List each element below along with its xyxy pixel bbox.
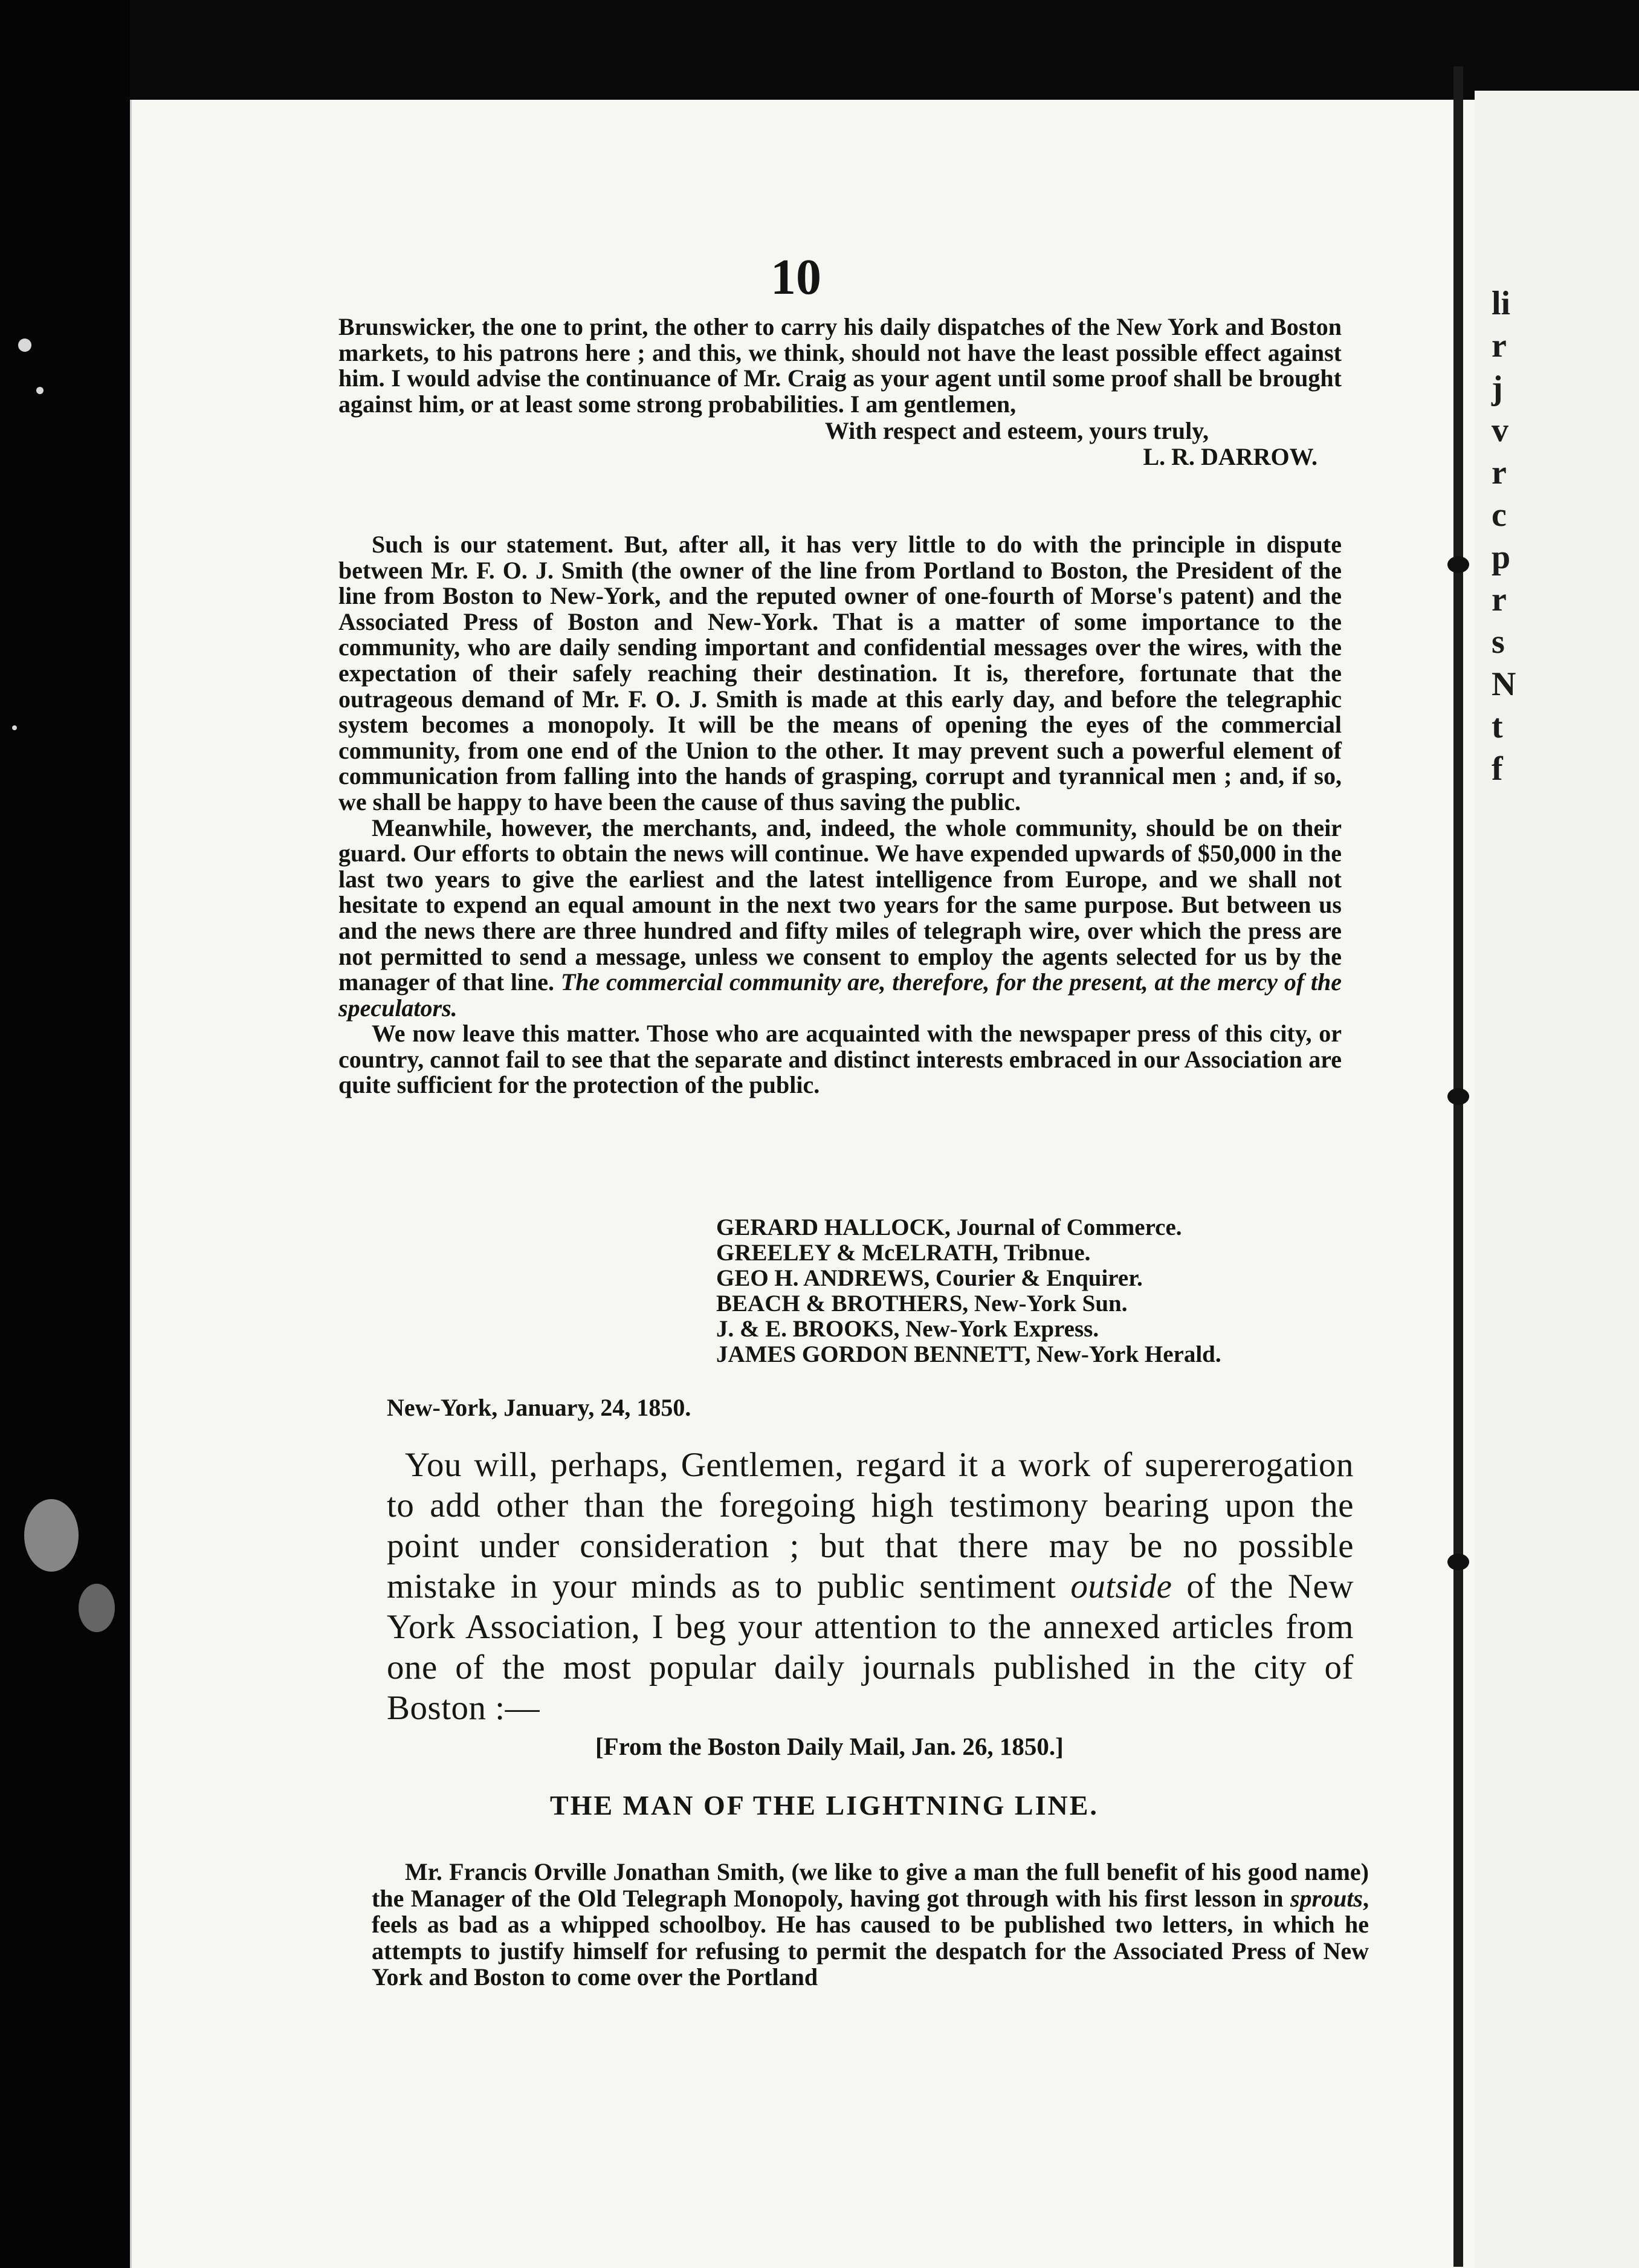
- next-page-fragment: li: [1492, 285, 1511, 322]
- scan-speck: [18, 339, 31, 352]
- signer: GEO H. ANDREWS, Courier & Enquirer.: [716, 1265, 1143, 1291]
- scan-speck: [12, 725, 17, 730]
- next-page-fragment: r: [1492, 327, 1507, 364]
- signer: J. & E. BROOKS, New-York Express.: [716, 1316, 1099, 1342]
- letter-closing: With respect and esteem, yours truly,: [824, 417, 1209, 445]
- article-headline: THE MAN OF THE LIGHTNING LINE.: [550, 1790, 1099, 1821]
- scan-speck: [79, 1584, 115, 1632]
- date-line: New-York, January, 24, 1850.: [387, 1394, 691, 1421]
- appeal-text: [387, 1445, 1354, 1728]
- signer: JAMES GORDON BENNETT, New-York Herald.: [716, 1341, 1221, 1367]
- appeal-paragraph: [387, 1445, 1354, 1728]
- statement-paragraph-2-text: Meanwhile, however, the merchants, and, indeed, the whole community, should be on their guard. Our efforts to obtain the news will continue. We have expended upwards of $50,000 in the last two years to give the earliest and the latest intelligence from Europe, and we shall not hesitate to expend an equal amount in the next two years for the same purpose. But between us and the news there are three hundred and fifty miles of telegraph wire, over which the press are not permitted to send a message, unless we consent to employ the agents selected for us by the manager of that line.: [338, 814, 1342, 996]
- statement-paragraph-3: We now leave this matter. Those who are acquainted with the newspaper press of this city, or country, cannot fail to see that the separate and distinct interests embraced in our Association are quite sufficient for the protection of the public.: [338, 1020, 1342, 1099]
- next-page-fragment: v: [1492, 412, 1508, 449]
- next-page-fragment: N: [1492, 666, 1516, 703]
- binding-stitch: [1447, 1554, 1469, 1570]
- next-page-fragment: j: [1492, 369, 1503, 407]
- statement-body: [338, 532, 1342, 1098]
- article-text-start: Mr. Francis Orville Jonathan Smith, (we like to give a man the full benefit of his good name) the Manager of the Old Telegraph Monopoly, having got through with his first lesson in: [372, 1858, 1369, 1912]
- signers-list: [716, 1215, 1221, 1367]
- next-page-fragment: t: [1492, 708, 1503, 745]
- page-number: 10: [771, 249, 821, 305]
- signer: BEACH & BROTHERS, New-York Sun.: [716, 1291, 1128, 1317]
- next-page-fragment: r: [1492, 581, 1507, 618]
- next-page-fragment: s: [1492, 623, 1505, 661]
- article-paragraph: [372, 1859, 1369, 1991]
- statement-paragraph-1: Such is our statement. But, after all, it has very little to do with the principle in dispute between Mr. F. O. J. Smith (the owner of the line from Portland to Boston, the President of the line from Boston to New-York, and the reputed owner of one-fourth of Morse's patent) and the Associated Press of Boston and New-York. That is a matter of some importance to the community, who are daily sending important and confidential messages over the wires, with the expectation of their safely reaching their destination. It is, therefore, fortunate that the outrageous demand of Mr. F. O. J. Smith is made at this early day, and before the telegraphic system becomes a monopoly. It will be the means of opening the eyes of the commercial community, from one end of the Union to the other. It may prevent such a powerful element of communication from falling into the hands of grasping, corrupt and tyrannical men ; and, if so, we shall be happy to have been the cause of thus saving the public.: [338, 531, 1342, 815]
- scan-speck: [24, 1499, 79, 1572]
- signer: GREELEY & McELRATH, Tribnue.: [716, 1240, 1091, 1266]
- article-text-end: , feels as bad as a whipped schoolboy. He has caused to be published two letters, in which he attempts to justify himself for refusing to permit the despatch for the Associated Press of New York and Boston to come over the Portland: [372, 1884, 1369, 1991]
- letter-text: Brunswicker, the one to print, the other to carry his daily dispatches of the New York and Boston markets, to his patrons here ; and this, we think, should not have the least possible effect against him. I would advise the continuance of Mr. Craig as your agent until some proof shall be brought against him, or at least some strong probabilities. I am gentlemen,: [338, 313, 1342, 418]
- next-page-fragment: c: [1492, 496, 1507, 534]
- appeal-text-end: of the New York Association, I beg your attention to the annexed articles from one of the most popular daily journals published in the city of Boston :—: [387, 1567, 1354, 1727]
- source-line: [From the Boston Daily Mail, Jan. 26, 1850.]: [595, 1732, 1064, 1760]
- article-body: [372, 1859, 1369, 1991]
- letter-signature: L. R. DARROW.: [1143, 442, 1317, 470]
- next-page-fragment: r: [1492, 454, 1507, 491]
- next-page-fragment: p: [1492, 539, 1511, 576]
- scan-speck: [36, 387, 44, 394]
- next-page-edge: [1475, 91, 1639, 2268]
- letter-body: [338, 314, 1342, 470]
- binding-stitch: [1447, 556, 1469, 573]
- binding-edge: [1453, 66, 1463, 2267]
- appeal-text-start: You will, perhaps, Gentlemen, regard it a work of supererogation to add other than the foregoing high testimony bearing upon the point under consideration ; but that there may be no possible mistake in your minds as to public sentiment: [387, 1446, 1354, 1605]
- signer: GERARD HALLOCK, Journal of Commerce.: [716, 1214, 1182, 1240]
- appeal-italic: outside: [1070, 1567, 1172, 1605]
- next-page-fragment: f: [1492, 750, 1503, 788]
- statement-paragraph-2-italic: The commercial community are, therefore, for the present, at the mercy of the speculators.: [338, 968, 1342, 1022]
- statement-paragraph-2: [338, 815, 1342, 1022]
- article-italic: sprouts: [1290, 1884, 1363, 1912]
- binding-stitch: [1447, 1088, 1469, 1105]
